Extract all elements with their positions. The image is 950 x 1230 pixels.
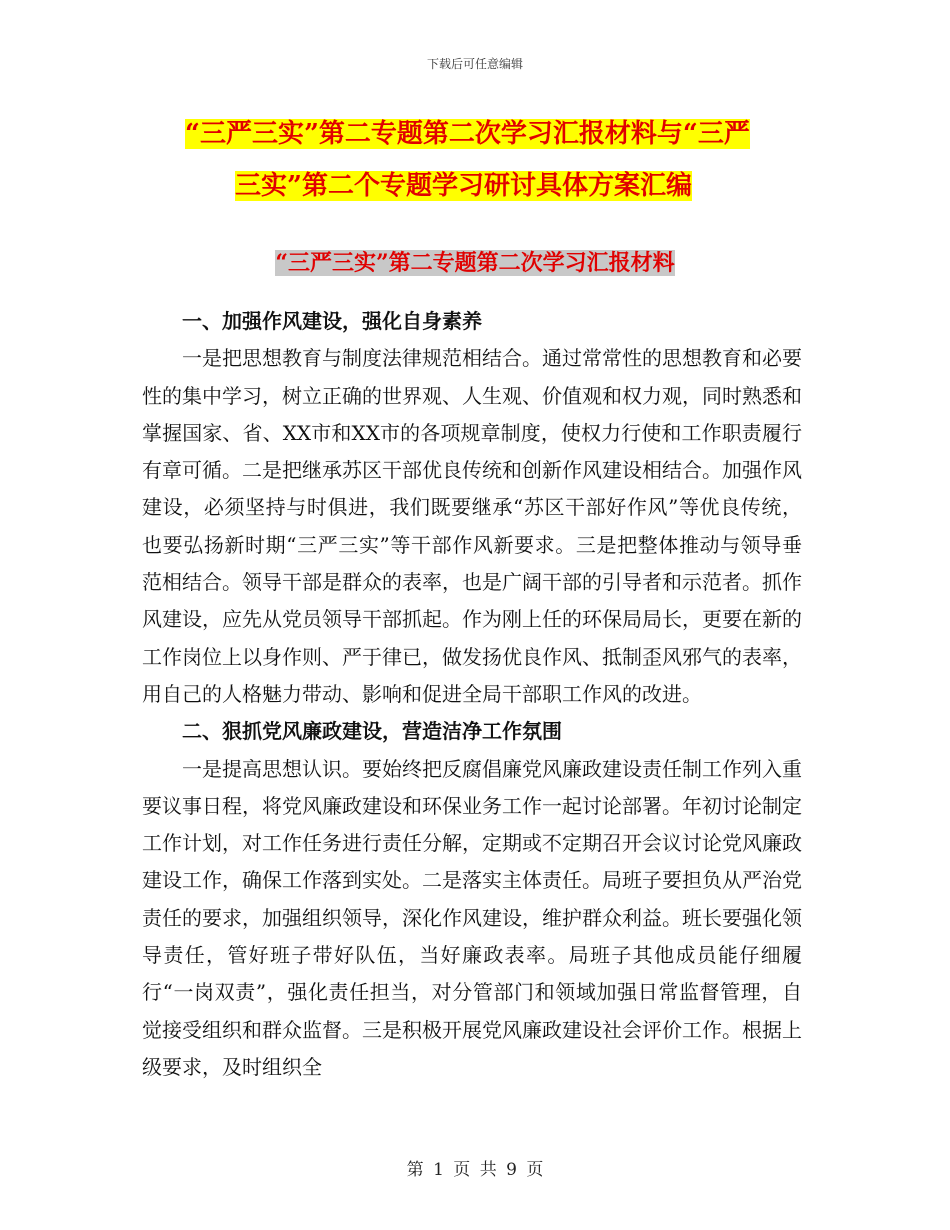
section-heading-2: 二、狠抓党风廉政建设，营造洁净工作氛围 [182,719,562,744]
title-line-2: 三实”第二个专题学习研讨具体方案汇编 [235,171,692,201]
header-note: 下载后可任意编辑 [426,57,523,71]
subtitle-text: “三严三实”第二专题第二次学习汇报材料 [275,250,675,276]
section-paragraph-1: 一是把思想教育与制度法律规范相结合。通过常常性的思想教育和必要性的集中学习，树立正确的世界观、人生观、价值观和权力观，同时熟悉和掌握国家、省、XX市和XX市的各项规章制度，使权力行使和工作职责履行有章可循。二是把继承苏区干部优良传统和创新作风建设相结合。加强作风建设，必须坚持与时俱进，我们既要继承“苏区干部好作风”等优良传统，也要弘扬新时期“三严三实”等干部作风新要求。三是把整体推动与领导垂范相结合。领导干部是群众的表率，也是广阔干部的引导者和示范者。抓作风建设，应先从党员领导干部抓起。作为刚上任的环保局局长，更要在新的工作岗位上以身作则、严于律已，做发扬优良作风、抵制歪风邪气的表率，用自己的人格魅力带动、影响和促进全局干部职工作风的改进。 [142,346,802,706]
section-paragraph-2: 一是提高思想认识。要始终把反腐倡廉党风廉政建设责任制工作列入重要议事日程，将党风廉政建设和环保业务工作一起讨论部署。年初讨论制定工作计划，对工作任务进行责任分解，定期或不定期召开会议讨论党风廉政建设工作，确保工作落到实处。二是落实主体责任。局班子要担负从严治党责任的要求，加强组织领导，深化作风建设，维护群众利益。班长要强化领导责任，管好班子带好队伍，当好廉政表率。局班子其他成员能仔细履行“一岗双责”，强化责任担当，对分管部门和领域加强日常监督管理，自觉接受组织和群众监督。三是积极开展党风廉政建设社会评价工作。根据上级要求，及时组织全 [142,756,802,1079]
section-heading-1: 一、加强作风建设，强化自身素养 [182,309,482,333]
title-line-1: “三严三实”第二专题第二次学习汇报材料与“三严 [185,119,750,149]
page-footer: 第 1 页 共 9 页 [406,1160,544,1180]
document-body [142,303,802,1086]
section-subtitle [0,245,950,281]
document-title [185,108,805,212]
